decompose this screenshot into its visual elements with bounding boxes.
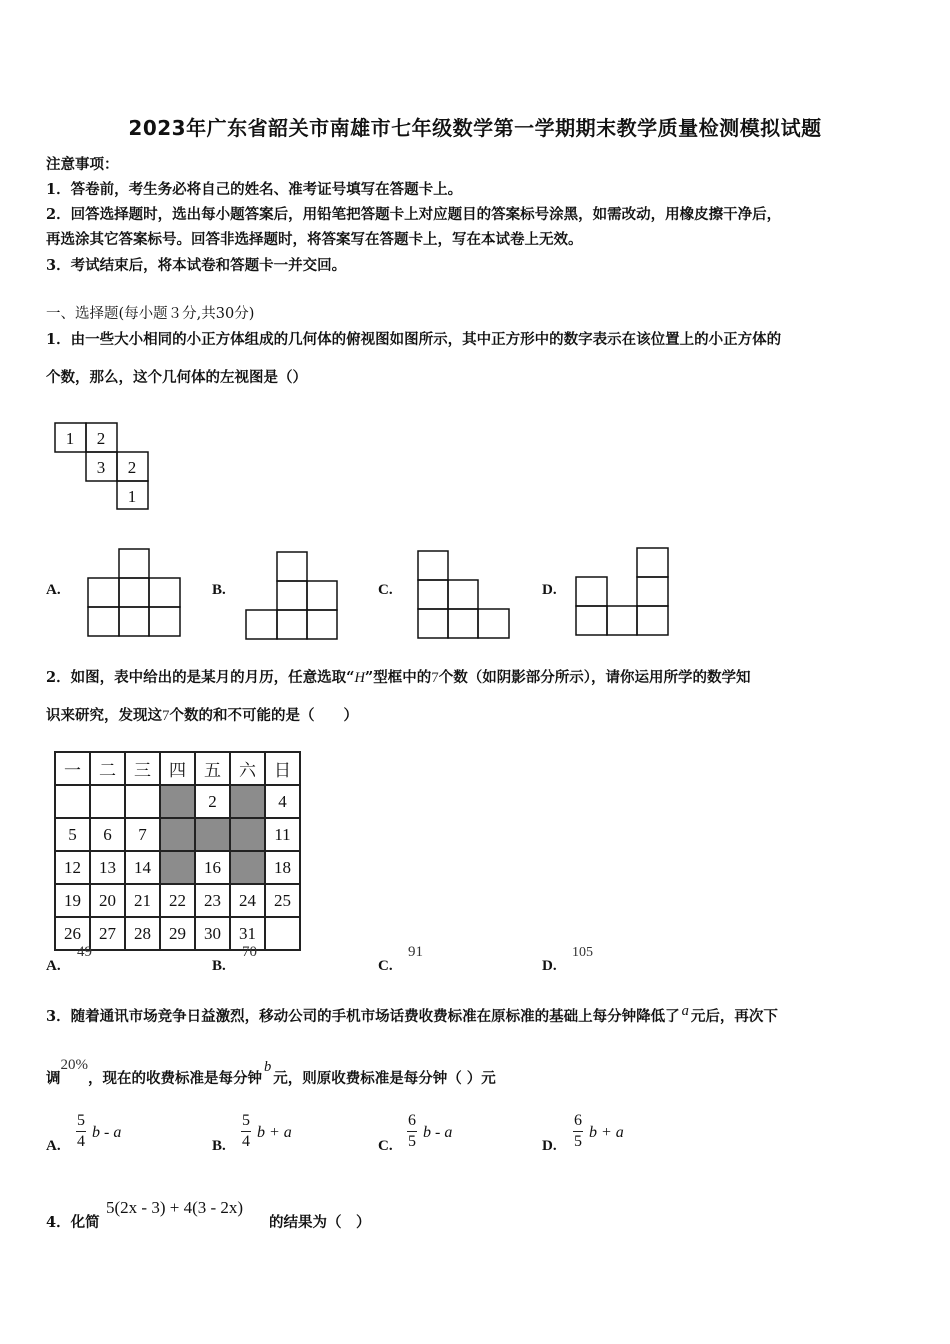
grid-cell-5: 1 <box>127 487 137 506</box>
calendar-cell-shaded <box>195 818 230 851</box>
calendar-cell: 23 <box>195 884 230 917</box>
calendar-cell <box>265 917 300 950</box>
q3-option-b-tail: b + a <box>257 1124 292 1141</box>
q2-line1: 2．如图，表中给出的是某月的月历，任意选取“H”型框中的7个数（如阴影部分所示），请你运用所学的数学知 <box>46 669 751 686</box>
calendar-cell: 18 <box>265 851 300 884</box>
grid-cell-4: 2 <box>127 458 137 477</box>
calendar-cell: 7 <box>125 818 160 851</box>
calendar-header-cell: 五 <box>195 752 230 785</box>
q1-option-b-figure <box>244 550 342 642</box>
calendar-cell: 4 <box>265 785 300 818</box>
q1-option-c-figure <box>416 549 514 641</box>
calendar-cell-shaded <box>160 785 195 818</box>
q1-option-c-label[interactable]: C. <box>378 582 393 598</box>
q2-option-b-label[interactable]: B. <box>212 958 226 974</box>
notice-item-2-cont: 再选涂其它答案标号。回答非选择题时，将答案写在答题卡上，写在本试卷上无效。 <box>46 231 583 248</box>
calendar-cell <box>55 785 90 818</box>
notice-item-2: 2．回答选择题时，选出每小题答案后，用铅笔把答题卡上对应题目的答案标号涂黑，如需改动，用橡皮擦干净后， <box>46 206 782 223</box>
calendar-cell: 12 <box>55 851 90 884</box>
q2-option-d-value: 105 <box>572 945 593 960</box>
calendar-cell: 28 <box>125 917 160 950</box>
calendar-row <box>55 818 300 851</box>
calendar-cell: 19 <box>55 884 90 917</box>
calendar-header-cell: 六 <box>230 752 265 785</box>
calendar-cell: 27 <box>90 917 125 950</box>
calendar-cell <box>90 785 125 818</box>
q3-option-b-fraction: $\frac{5}{4}$ <box>242 1112 250 1150</box>
calendar-cell: 11 <box>265 818 300 851</box>
calendar-header-cell: 日 <box>265 752 300 785</box>
q2-option-a-value: 49 <box>77 944 92 960</box>
calendar-cell: 21 <box>125 884 160 917</box>
page-title: 2023年广东省韶关市南雄市七年级数学第一学期期末教学质量检测模拟试题 <box>128 116 822 140</box>
q1-option-d-figure <box>574 546 672 638</box>
calendar-header-cell: 四 <box>160 752 195 785</box>
q3-option-c-tail: b - a <box>423 1124 453 1141</box>
calendar-cell: 2 <box>195 785 230 818</box>
grid-cell-1: 1 <box>65 429 75 448</box>
calendar-cell: 24 <box>230 884 265 917</box>
calendar-cell <box>125 785 160 818</box>
calendar-cell-shaded <box>160 851 195 884</box>
q3-option-b-label[interactable]: B. <box>212 1138 226 1154</box>
q1-option-a-figure <box>86 547 184 639</box>
calendar-cell-shaded <box>160 818 195 851</box>
q2-line2: 识来研究，发现这7个数的和不可能的是（ ） <box>46 707 358 724</box>
q4-expression: 5(2x - 3) + 4(3 - 2x) <box>106 1198 244 1217</box>
q2-option-b-value: 70 <box>242 944 257 960</box>
q4-suffix: 的结果为（ ） <box>269 1214 371 1231</box>
calendar-row <box>55 785 300 818</box>
q2-option-a-label[interactable]: A. <box>46 958 61 974</box>
q4-prefix: 4．化简 <box>46 1214 100 1231</box>
calendar-cell: 20 <box>90 884 125 917</box>
q3-line1: 3．随着通讯市场竞争日益激烈，移动公司的手机市场话费收费标准在原标准的基础上每分钟降低了 a 元后，再次下 <box>46 1003 778 1025</box>
notice-item-1: 1．答卷前，考生务必将自己的姓名、准考证号填写在答题卡上。 <box>46 181 463 198</box>
calendar-header-row <box>55 752 300 785</box>
calendar-row <box>55 884 300 917</box>
q1-line1: 1．由一些大小相同的小正方体组成的几何体的俯视图如图所示，其中正方形中的数字表示在该位置上的小正方体的 <box>46 331 782 348</box>
notice-heading: 注意事项： <box>46 156 119 173</box>
calendar-row <box>55 851 300 884</box>
calendar-cell-shaded <box>230 818 265 851</box>
q3-option-c-fraction: $\frac{6}{5}$ <box>408 1112 416 1150</box>
q1-top-view-grid <box>50 418 155 514</box>
calendar-cell: 13 <box>90 851 125 884</box>
q3-option-a-fraction: $\frac{5}{4}$ <box>77 1112 85 1150</box>
calendar-cell: 14 <box>125 851 160 884</box>
grid-cell-3: 3 <box>96 458 106 477</box>
calendar-cell: 26 <box>55 917 90 950</box>
calendar-cell: 6 <box>90 818 125 851</box>
q3-option-d-tail: b + a <box>589 1124 624 1141</box>
calendar-cell: 25 <box>265 884 300 917</box>
q2-option-c-value: 91 <box>408 944 423 960</box>
q2-option-c-label[interactable]: C. <box>378 958 393 974</box>
q3-option-a-tail: b - a <box>92 1124 122 1141</box>
calendar-cell: 16 <box>195 851 230 884</box>
calendar-table <box>54 751 301 951</box>
q2-option-d-label[interactable]: D. <box>542 958 557 974</box>
calendar-cell: 30 <box>195 917 230 950</box>
calendar-header-cell: 三 <box>125 752 160 785</box>
notice-item-3: 3．考试结束后，将本试卷和答题卡一并交回。 <box>46 257 347 274</box>
q3-line2: 调20%，现在的收费标准是每分钟b元，则原收费标准是每分钟（ ）元 <box>46 1057 496 1087</box>
q3-option-d-fraction: $\frac{6}{5}$ <box>574 1112 582 1150</box>
calendar-cell: 31 <box>230 917 265 950</box>
q1-option-d-label[interactable]: D. <box>542 582 557 598</box>
grid-cell-2: 2 <box>96 429 106 448</box>
calendar-cell: 5 <box>55 818 90 851</box>
q1-line2: 个数，那么，这个几何体的左视图是（） <box>46 369 307 386</box>
q3-option-a-label[interactable]: A. <box>46 1138 61 1154</box>
q3-option-c-label[interactable]: C. <box>378 1138 393 1154</box>
q3-option-d-label[interactable]: D. <box>542 1138 557 1154</box>
calendar-cell-shaded <box>230 785 265 818</box>
calendar-header-cell: 二 <box>90 752 125 785</box>
calendar-cell: 29 <box>160 917 195 950</box>
calendar-cell: 22 <box>160 884 195 917</box>
calendar-header-cell: 一 <box>55 752 90 785</box>
section-heading: 一、选择题(每小题３分,共30分) <box>46 306 255 322</box>
q1-option-a-label[interactable]: A. <box>46 582 61 598</box>
q1-option-b-label[interactable]: B. <box>212 582 226 598</box>
calendar-cell-shaded <box>230 851 265 884</box>
